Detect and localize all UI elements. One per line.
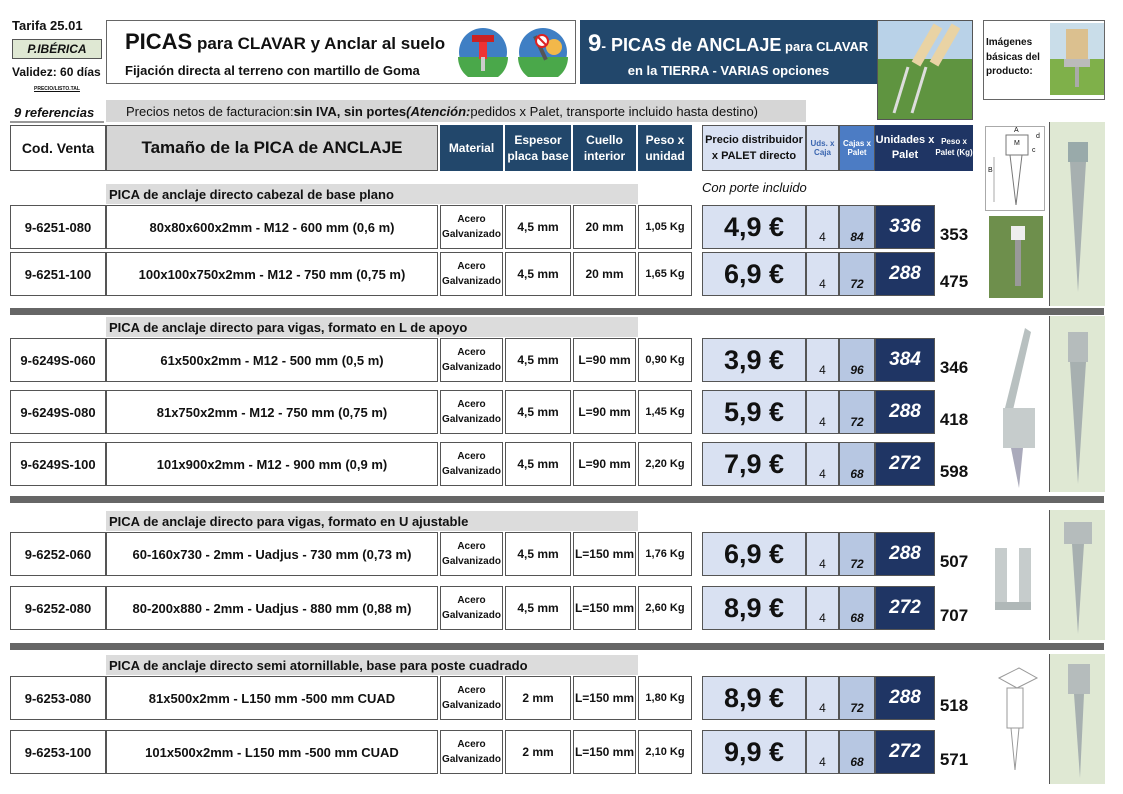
note-post: pedidos x Palet, transporte incluido hasta destino) (470, 103, 759, 119)
uds-caja-cell: 4 (806, 676, 839, 720)
peso-cell: 2,20 Kg (638, 442, 692, 486)
material-line1: Acero (457, 685, 486, 696)
peso-cell: 1,76 Kg (638, 532, 692, 576)
product-photo (1050, 23, 1104, 95)
product-code[interactable]: 9-6249S-060 (10, 338, 106, 382)
banner (580, 20, 877, 84)
price-note (106, 100, 806, 122)
product-code[interactable]: 9-6252-060 (10, 532, 106, 576)
material-line2: Galvanizado (442, 700, 501, 711)
spike-photo-3 (1049, 510, 1105, 640)
peso-palet-cell: 475 (939, 272, 969, 291)
note-bold: sin IVA, sin portes (293, 103, 407, 119)
product-size: 101x500x2mm - L150 mm -500 mm CUAD (106, 730, 438, 774)
col-peso-palet: Peso x Palet (Kg) (935, 125, 973, 171)
unidades-palet-cell: 384 (875, 338, 935, 382)
peso-palet-cell: 707 (939, 606, 969, 625)
product-size: 60-160x730 - 2mm - Uadjus - 730 mm (0,73 m) (106, 532, 438, 576)
section-title: PICA de anclaje directo para vigas, formato en L de apoyo (106, 317, 638, 337)
peso-palet-cell: 571 (939, 750, 969, 769)
material-line1: Acero (457, 347, 486, 358)
product-size: 61x500x2mm - M12 - 500 mm (0,5 m) (106, 338, 438, 382)
espesor-cell: 4,5 mm (505, 338, 571, 382)
espesor-cell: 4,5 mm (505, 532, 571, 576)
square-base-diagram (985, 658, 1049, 778)
material-line1: Acero (457, 214, 486, 225)
material-cell (440, 252, 503, 296)
ref-count: 9 referencias (14, 105, 95, 120)
material-line1: Acero (457, 595, 486, 606)
tarifa-label: Tarifa 25.01 (12, 18, 83, 33)
col-espesor: Espesor placa base (505, 125, 571, 171)
product-code[interactable]: 9-6253-080 (10, 676, 106, 720)
material-cell (440, 730, 503, 774)
spike-photo-2 (1049, 316, 1105, 492)
material-cell (440, 676, 503, 720)
shovel-forbidden-icon (518, 27, 568, 77)
validez-label: Validez: 60 días (12, 65, 101, 79)
note-pre: Precios netos de facturacion: (126, 103, 294, 119)
material-cell (440, 338, 503, 382)
product-size: 81x500x2mm - L150 mm -500 mm CUAD (106, 676, 438, 720)
section-title: PICA de anclaje directo cabezal de base plano (106, 184, 638, 204)
peso-cell: 1,80 Kg (638, 676, 692, 720)
product-size: 101x900x2mm - M12 - 900 mm (0,9 m) (106, 442, 438, 486)
product-code[interactable]: 9-6251-080 (10, 205, 106, 249)
col-cajas: Cajas x Palet (839, 125, 875, 171)
peso-cell: 1,65 Kg (638, 252, 692, 296)
product-code[interactable]: 9-6253-100 (10, 730, 106, 774)
peso-palet-cell: 507 (939, 552, 969, 571)
diag-d: d (1036, 133, 1040, 140)
cuello-cell: L=90 mm (573, 390, 636, 434)
uds-caja-cell: 4 (806, 532, 839, 576)
peso-cell: 1,05 Kg (638, 205, 692, 249)
material-line2: Galvanizado (442, 466, 501, 477)
diag-m: M (1014, 140, 1020, 147)
price-cell: 6,9 € (702, 252, 806, 296)
banner-line1 (588, 30, 868, 58)
diag-b: B (988, 167, 993, 174)
banner-line2: en la TIERRA - VARIAS opciones (627, 63, 830, 78)
col-uds: Uds. x Caja (806, 125, 839, 171)
banner-num: 9 (588, 30, 602, 57)
unidades-palet-cell: 272 (875, 730, 935, 774)
col-precio: Precio distribuidor x PALET directo (702, 125, 806, 171)
section-separator (10, 643, 1104, 650)
small-label: PRECIO/LISTO.TAL (34, 86, 80, 92)
section-title: PICA de anclaje directo semi atornillable, base para poste cuadrado (106, 655, 638, 675)
material-line2: Galvanizado (442, 610, 501, 621)
material-cell (440, 442, 503, 486)
peso-cell: 1,45 Kg (638, 390, 692, 434)
subtitle: Fijación directa al terreno con martillo de Goma (125, 63, 420, 78)
cajas-palet-cell: 68 (839, 442, 875, 486)
unidades-palet-cell: 288 (875, 676, 935, 720)
section-separator (10, 308, 1104, 315)
images-label: Imágenes básicas del producto: (986, 37, 1040, 77)
material-line1: Acero (457, 739, 486, 750)
uds-caja-cell: 4 (806, 442, 839, 486)
product-code[interactable]: 9-6249S-080 (10, 390, 106, 434)
espesor-cell: 4,5 mm (505, 252, 571, 296)
cajas-palet-cell: 72 (839, 252, 875, 296)
espesor-cell: 2 mm (505, 676, 571, 720)
peso-cell: 0,90 Kg (638, 338, 692, 382)
section-title: PICA de anclaje directo para vigas, formato en U ajustable (106, 511, 638, 531)
price-cell: 6,9 € (702, 532, 806, 576)
banner-small: para CLAVAR (781, 39, 869, 54)
uds-caja-cell: 4 (806, 252, 839, 296)
hammer-icon (458, 27, 508, 77)
cajas-palet-cell: 96 (839, 338, 875, 382)
espesor-cell: 4,5 mm (505, 442, 571, 486)
price-cell: 7,9 € (702, 442, 806, 486)
material-cell (440, 586, 503, 630)
cuello-cell: 20 mm (573, 252, 636, 296)
price-cell: 8,9 € (702, 586, 806, 630)
col-cod: Cod. Venta (10, 125, 106, 171)
cuello-cell: L=150 mm (573, 586, 636, 630)
images-col-4 (983, 654, 1105, 784)
material-cell (440, 532, 503, 576)
cajas-palet-cell: 72 (839, 390, 875, 434)
ref-count-line (10, 121, 104, 123)
material-line2: Galvanizado (442, 229, 501, 240)
cuello-cell: L=90 mm (573, 338, 636, 382)
unidades-palet-cell: 288 (875, 252, 935, 296)
col-cuello: Cuello interior (573, 125, 636, 171)
images-col-1 (983, 122, 1105, 306)
installed-photo (989, 216, 1043, 298)
uds-caja-cell: 4 (806, 730, 839, 774)
col-material: Material (440, 125, 503, 171)
peso-palet-cell: 518 (939, 696, 969, 715)
u-bracket-photo (985, 512, 1049, 638)
pica-photo (877, 20, 973, 120)
images-col-2 (983, 316, 1105, 492)
l-bracket-photo (985, 318, 1049, 490)
product-size: 80-200x880 - 2mm - Uadjus - 880 mm (0,88 m) (106, 586, 438, 630)
banner-main: PICAS de ANCLAJE (606, 35, 782, 55)
spike-photo-1 (1049, 122, 1105, 306)
diag-c: c (1032, 147, 1036, 154)
brand-label: P.IBÉRICA (12, 39, 102, 59)
title-rest: para CLAVAR y Anclar al suelo (192, 34, 446, 53)
product-size: 81x750x2mm - M12 - 750 mm (0,75 m) (106, 390, 438, 434)
material-line2: Galvanizado (442, 556, 501, 567)
cuello-cell: L=150 mm (573, 676, 636, 720)
price-cell: 3,9 € (702, 338, 806, 382)
product-size: 100x100x750x2mm - M12 - 750 mm (0,75 m) (106, 252, 438, 296)
unidades-palet-cell: 272 (875, 442, 935, 486)
product-code[interactable]: 9-6249S-100 (10, 442, 106, 486)
unidades-palet-cell: 288 (875, 390, 935, 434)
cuello-cell: L=150 mm (573, 730, 636, 774)
note-att: (Atención: (406, 103, 471, 119)
title-big: PICAS (125, 29, 193, 54)
espesor-cell: 4,5 mm (505, 586, 571, 630)
cajas-palet-cell: 72 (839, 676, 875, 720)
material-cell (440, 205, 503, 249)
product-size: 80x80x600x2mm - M12 - 600 mm (0,6 m) (106, 205, 438, 249)
peso-palet-cell: 418 (939, 410, 969, 429)
spike-photo-4 (1049, 654, 1105, 784)
material-line1: Acero (457, 541, 486, 552)
unidades-palet-cell: 288 (875, 532, 935, 576)
material-line2: Galvanizado (442, 414, 501, 425)
section-separator (10, 496, 1104, 503)
material-line1: Acero (457, 399, 486, 410)
price-cell: 4,9 € (702, 205, 806, 249)
unidades-palet-cell: 336 (875, 205, 935, 249)
cajas-palet-cell: 68 (839, 730, 875, 774)
price-cell: 9,9 € (702, 730, 806, 774)
material-line2: Galvanizado (442, 754, 501, 765)
cuello-cell: L=90 mm (573, 442, 636, 486)
material-cell (440, 390, 503, 434)
material-line1: Acero (457, 451, 486, 462)
cajas-palet-cell: 68 (839, 586, 875, 630)
diag-a: A (1014, 127, 1019, 134)
uds-caja-cell: 4 (806, 586, 839, 630)
espesor-cell: 2 mm (505, 730, 571, 774)
uds-caja-cell: 4 (806, 205, 839, 249)
diagram-box (985, 126, 1045, 211)
uds-caja-cell: 4 (806, 338, 839, 382)
uds-caja-cell: 4 (806, 390, 839, 434)
material-line2: Galvanizado (442, 362, 501, 373)
price-cell: 5,9 € (702, 390, 806, 434)
col-unidades: Unidades x Palet (875, 125, 935, 171)
con-porte: Con porte incluido (702, 180, 807, 195)
cuello-cell: 20 mm (573, 205, 636, 249)
peso-palet-cell: 346 (939, 358, 969, 377)
material-line2: Galvanizado (442, 276, 501, 287)
col-size: Tamaño de la PICA de ANCLAJE (106, 125, 438, 171)
espesor-cell: 4,5 mm (505, 205, 571, 249)
price-cell: 8,9 € (702, 676, 806, 720)
peso-palet-cell: 353 (939, 225, 969, 244)
cajas-palet-cell: 72 (839, 532, 875, 576)
peso-palet-cell: 598 (939, 462, 969, 481)
banner-dash: - (601, 38, 607, 54)
product-code[interactable]: 9-6252-080 (10, 586, 106, 630)
col-peso: Peso x unidad (638, 125, 692, 171)
cuello-cell: L=150 mm (573, 532, 636, 576)
images-col-3 (983, 510, 1105, 640)
peso-cell: 2,60 Kg (638, 586, 692, 630)
product-code[interactable]: 9-6251-100 (10, 252, 106, 296)
unidades-palet-cell: 272 (875, 586, 935, 630)
espesor-cell: 4,5 mm (505, 390, 571, 434)
main-title (125, 29, 445, 55)
cajas-palet-cell: 84 (839, 205, 875, 249)
peso-cell: 2,10 Kg (638, 730, 692, 774)
material-line1: Acero (457, 261, 486, 272)
